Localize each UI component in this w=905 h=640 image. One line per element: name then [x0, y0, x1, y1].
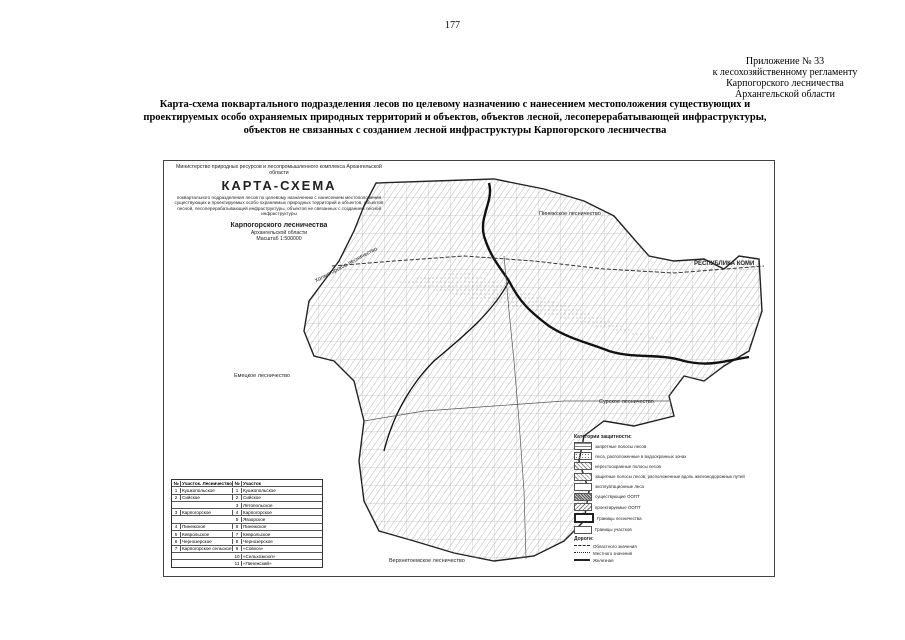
table-header: № Участок. Лесничество № Участок	[173, 480, 261, 486]
legend-swatch	[574, 442, 592, 450]
stamp-forestry: Карпогорского лесничества	[230, 221, 328, 229]
legend-swatch	[574, 526, 592, 534]
legend-swatch	[574, 473, 592, 481]
legend-roads-title: Дороги:	[574, 535, 594, 542]
legend-title: Категории защитности:	[574, 434, 632, 440]
appendix-line-4: Архангельской области	[735, 89, 835, 100]
legend-swatch	[574, 462, 592, 470]
label-north-forestry: Пинежское лесничество	[539, 211, 601, 217]
legend-item: леса, расположенные в водоохранных зонах	[574, 452, 764, 460]
document-title: Карта-схема поквартального подразделения лесов по целевому назначению с нанесением местоположения существующих и проектируемых особо охраняемых природных территорий и объектов, объектов лесной, лесоперерабатывающей инфраструктуры, объектов не связанных с созданием лесной инфраструктуры Карпогорского лесничества	[143, 99, 767, 136]
legend-item: защитные полосы лесов, расположенные вдоль железнодорожных путей	[574, 473, 764, 481]
legend-swatch	[574, 452, 592, 460]
legend-road-swatch	[574, 559, 590, 563]
table-row: 5 Кеврольское 7 Кеврольское	[172, 530, 322, 537]
legend-swatch	[574, 513, 594, 523]
table-row: 11 «Пинежский»	[172, 559, 322, 566]
legend-road-swatch	[574, 545, 590, 548]
legend-road-swatch	[574, 552, 590, 555]
table-row: 10 «Сельхозкооп»	[172, 552, 322, 559]
label-northwest-forestry: Холмогорское лесничество	[314, 246, 379, 285]
table-row: 4 Пинежское 6 Пинежское	[172, 523, 322, 530]
table-row: 3 Летопольское	[172, 501, 322, 508]
legend-item: запретные полосы лесов	[574, 442, 764, 450]
map-title-stamp	[174, 164, 384, 242]
label-south-forestry: Верхнетоемское лесничество	[389, 558, 465, 564]
stamp-region: Архангельской области	[250, 229, 308, 236]
appendix-line-3: Карпогорского лесничества	[726, 78, 844, 89]
legend-swatch	[574, 493, 592, 501]
table-row: 1 Кушкопольское 1 Кушкопольское	[172, 486, 322, 493]
stamp-ministry: Министерство природных ресурсов и лесопромышленного комплекса Архангельской области	[176, 164, 382, 176]
table-row: 5 Явзорское	[172, 515, 322, 522]
legend-item: Границы участков	[574, 526, 764, 534]
stamp-description: поквартального подразделения лесов по целевому назначению с нанесением местоположения существующих и проектируемых особо охраняемых природных территорий и объектов, объектов лесной, лесоперерабатывающей инфраструктуры, объектов не связанных с созданием лесной инфраструктуры	[174, 195, 384, 217]
appendix-line-2: к лесохозяйственному регламенту	[712, 67, 858, 78]
legend-item: нерестоохранные полосы лесов	[574, 462, 764, 470]
stamp-scale: Масштаб 1:500000	[256, 235, 302, 242]
legend-item: проектируемые ООПТ	[574, 503, 764, 511]
legend-swatch	[574, 483, 592, 491]
legend-road-item: Железная	[574, 558, 764, 563]
table-row: 7 Карпогорское сельское 9 «Совхоз»	[172, 545, 322, 552]
map-legend	[574, 434, 764, 565]
legend-item: существующие ООПТ	[574, 493, 764, 501]
legend-road-item: Областного значения	[574, 544, 764, 549]
page-number: 177	[445, 20, 460, 31]
legend-item: эксплуатационные леса	[574, 483, 764, 491]
forestry-districts-table	[171, 479, 323, 568]
table-row: 6 Чернозерское 8 Чернозерское	[172, 537, 322, 544]
stamp-heading: КАРТА-СХЕМА	[221, 178, 337, 193]
label-west-forestry: Емецкое лесничество	[234, 373, 291, 379]
appendix-line-1: Приложение № 33	[745, 56, 825, 67]
legend-road-item: Местного значения	[574, 551, 764, 556]
map-frame	[163, 160, 775, 577]
legend-item: Границы лесничества	[574, 513, 764, 523]
label-komi-republic: РЕСПУБЛИКА КОМИ	[694, 261, 755, 267]
label-east-forestry: Сурское лесничество	[599, 399, 654, 405]
table-row: 3 Карпогорское 4 Карпогорское	[172, 508, 322, 515]
appendix-note	[700, 56, 870, 100]
table-row: 2 Сийское 2 Сийское	[172, 494, 322, 501]
legend-swatch	[574, 503, 592, 511]
